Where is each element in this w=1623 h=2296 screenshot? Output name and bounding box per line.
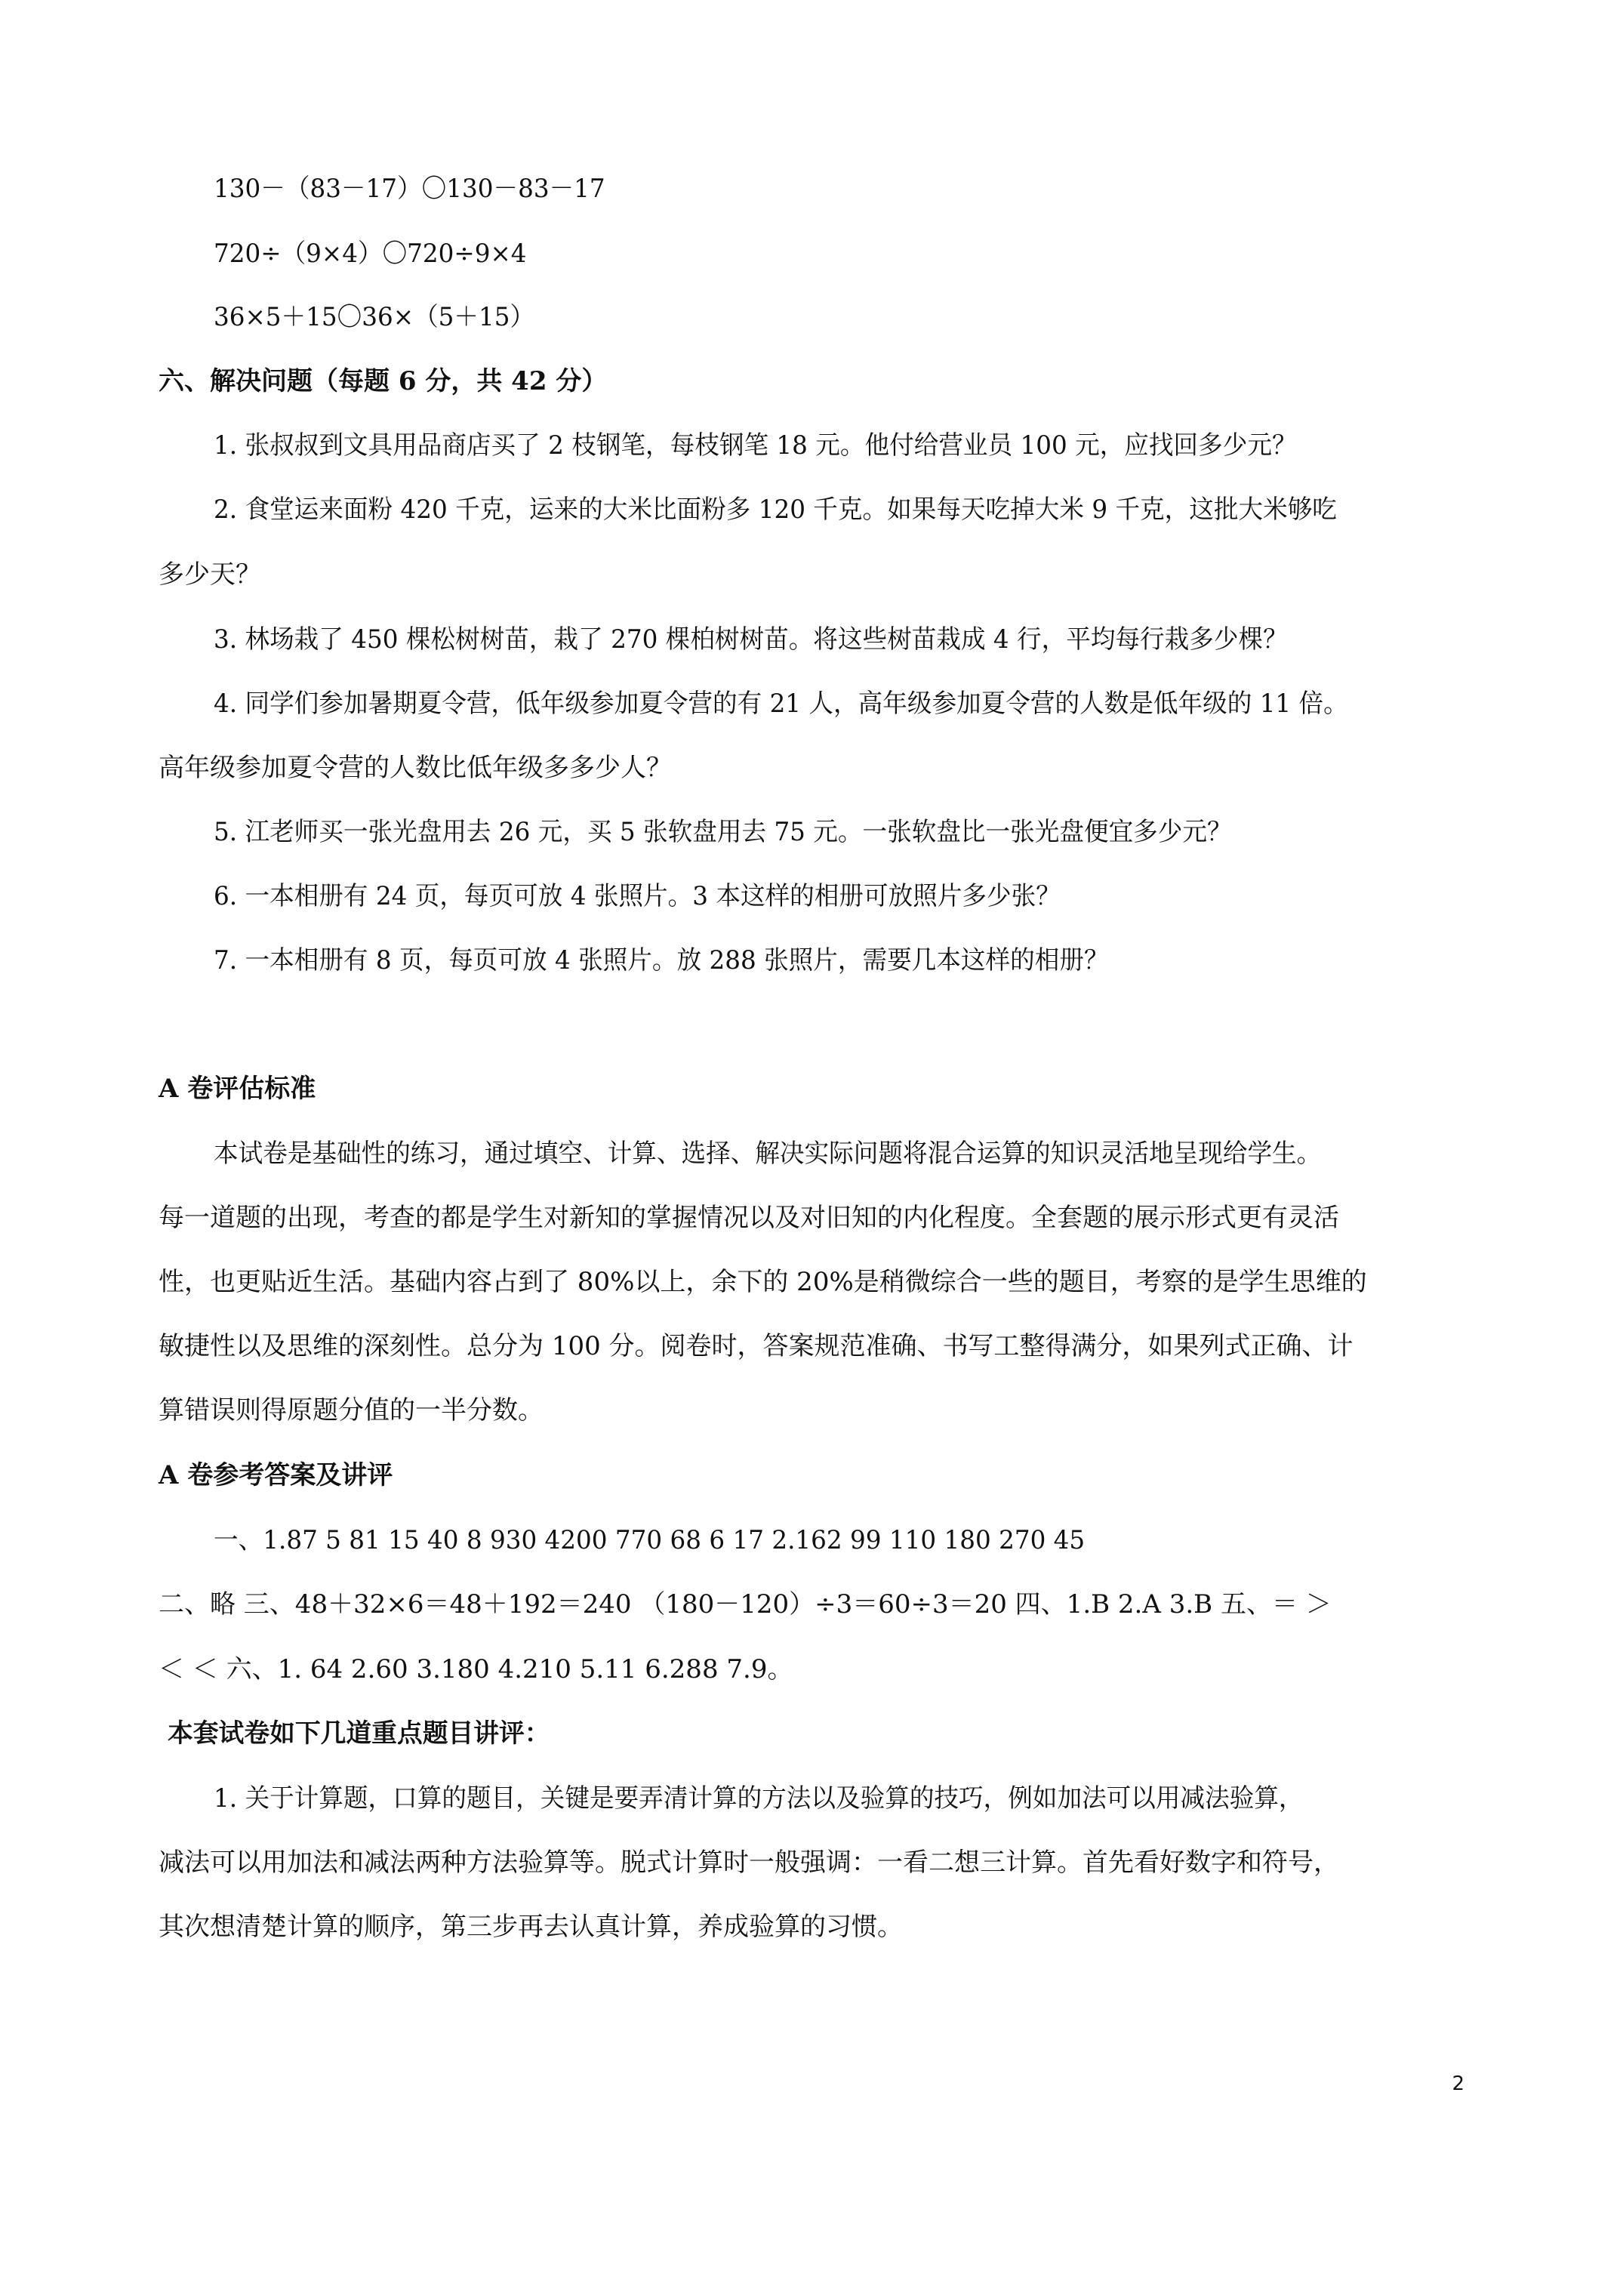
standard-line-3: 性，也更贴近生活。基础内容占到了 80%以上，余下的 20%是稍微综合一些的题目，考察的是学生思维的 xyxy=(159,1267,1367,1297)
problem-6: 6. 一本相册有 24 页，每页可放 4 张照片。3 本这样的相册可放照片多少张？ xyxy=(214,881,1061,911)
commentary-line-2: 减法可以用加法和减法两种方法验算等。脱式计算时一般强调：一看二想三计算。首先看好数字和符号， xyxy=(159,1848,1339,1878)
problem-3: 3. 林场栽了 450 棵松树树苗，栽了 270 棵柏树树苗。将这些树苗栽成 4 行，平均每行栽多少棵？ xyxy=(214,624,1288,655)
section-six-heading: 六、解决问题（每题 6 分，共 42 分） xyxy=(159,366,608,396)
standard-line-1: 本试卷是基础性的练习，通过填空、计算、选择、解决实际问题将混合运算的知识灵活地呈现给学生。 xyxy=(214,1139,1322,1169)
problem-4-continued: 高年级参加夏令营的人数比低年级多多少人？ xyxy=(159,753,672,783)
page-number: 2 xyxy=(1452,2073,1464,2095)
problem-4: 4. 同学们参加暑期夏令营，低年级参加夏令营的有 21 人，高年级参加夏令营的人数是低年级的 11 倍。 xyxy=(214,689,1348,719)
problem-2-continued: 多少天？ xyxy=(159,559,261,590)
standard-heading: A 卷评估标准 xyxy=(159,1074,316,1104)
comparison-line-2: 720÷（9×4）〇720÷9×4 xyxy=(214,239,527,269)
problem-7: 7. 一本相册有 8 页，每页可放 4 张照片。放 288 张照片，需要几本这样的相册？ xyxy=(214,945,1109,975)
answers-line-2: 二、略 三、48＋32×6＝48＋192＝240 （180－120）÷3＝60÷3＝20 四、1.B 2.A 3.B 五、＝ ＞ xyxy=(159,1589,1332,1620)
answers-line-3: ＜ ＜ 六、1. 64 2.60 3.180 4.210 5.11 6.288 7.9。 xyxy=(159,1654,793,1684)
comparison-line-3: 36×5＋15〇36×（5＋15） xyxy=(214,302,535,332)
commentary-line-3: 其次想清楚计算的顺序，第三步再去认真计算，养成验算的习惯。 xyxy=(159,1912,903,1942)
problem-1: 1. 张叔叔到文具用品商店买了 2 枝钢笔，每枝钢笔 18 元。他付给营业员 100 元，应找回多少元？ xyxy=(214,430,1297,461)
standard-line-5: 算错误则得原题分值的一半分数。 xyxy=(159,1395,544,1425)
standard-line-4: 敏捷性以及思维的深刻性。总分为 100 分。阅卷时，答案规范准确、书写工整得满分，如果列式正确、计 xyxy=(159,1331,1354,1361)
commentary-heading: 本套试卷如下几道重点题目讲评： xyxy=(168,1718,550,1749)
problem-2: 2. 食堂运来面粉 420 千克，运来的大米比面粉多 120 千克。如果每天吃掉大米 9 千克，这批大米够吃 xyxy=(214,495,1337,525)
problem-5: 5. 江老师买一张光盘用去 26 元，买 5 张软盘用去 75 元。一张软盘比一张光盘便宜多少元？ xyxy=(214,817,1232,847)
comparison-line-1: 130－（83－17）〇130－83－17 xyxy=(214,174,605,204)
standard-line-2: 每一道题的出现，考查的都是学生对新知的掌握情况以及对旧知的内化程度。全套题的展示形式更有灵活 xyxy=(159,1203,1339,1233)
answers-line-1: 一、1.87 5 81 15 40 8 930 4200 770 68 6 17 2.162 99 110 180 270 45 xyxy=(214,1525,1086,1555)
answers-heading: A 卷参考答案及讲评 xyxy=(159,1460,393,1490)
commentary-line-1: 1. 关于计算题，口算的题目，关键是要弄清计算的方法以及验算的技巧，例如加法可以用减法验算， xyxy=(214,1783,1304,1814)
